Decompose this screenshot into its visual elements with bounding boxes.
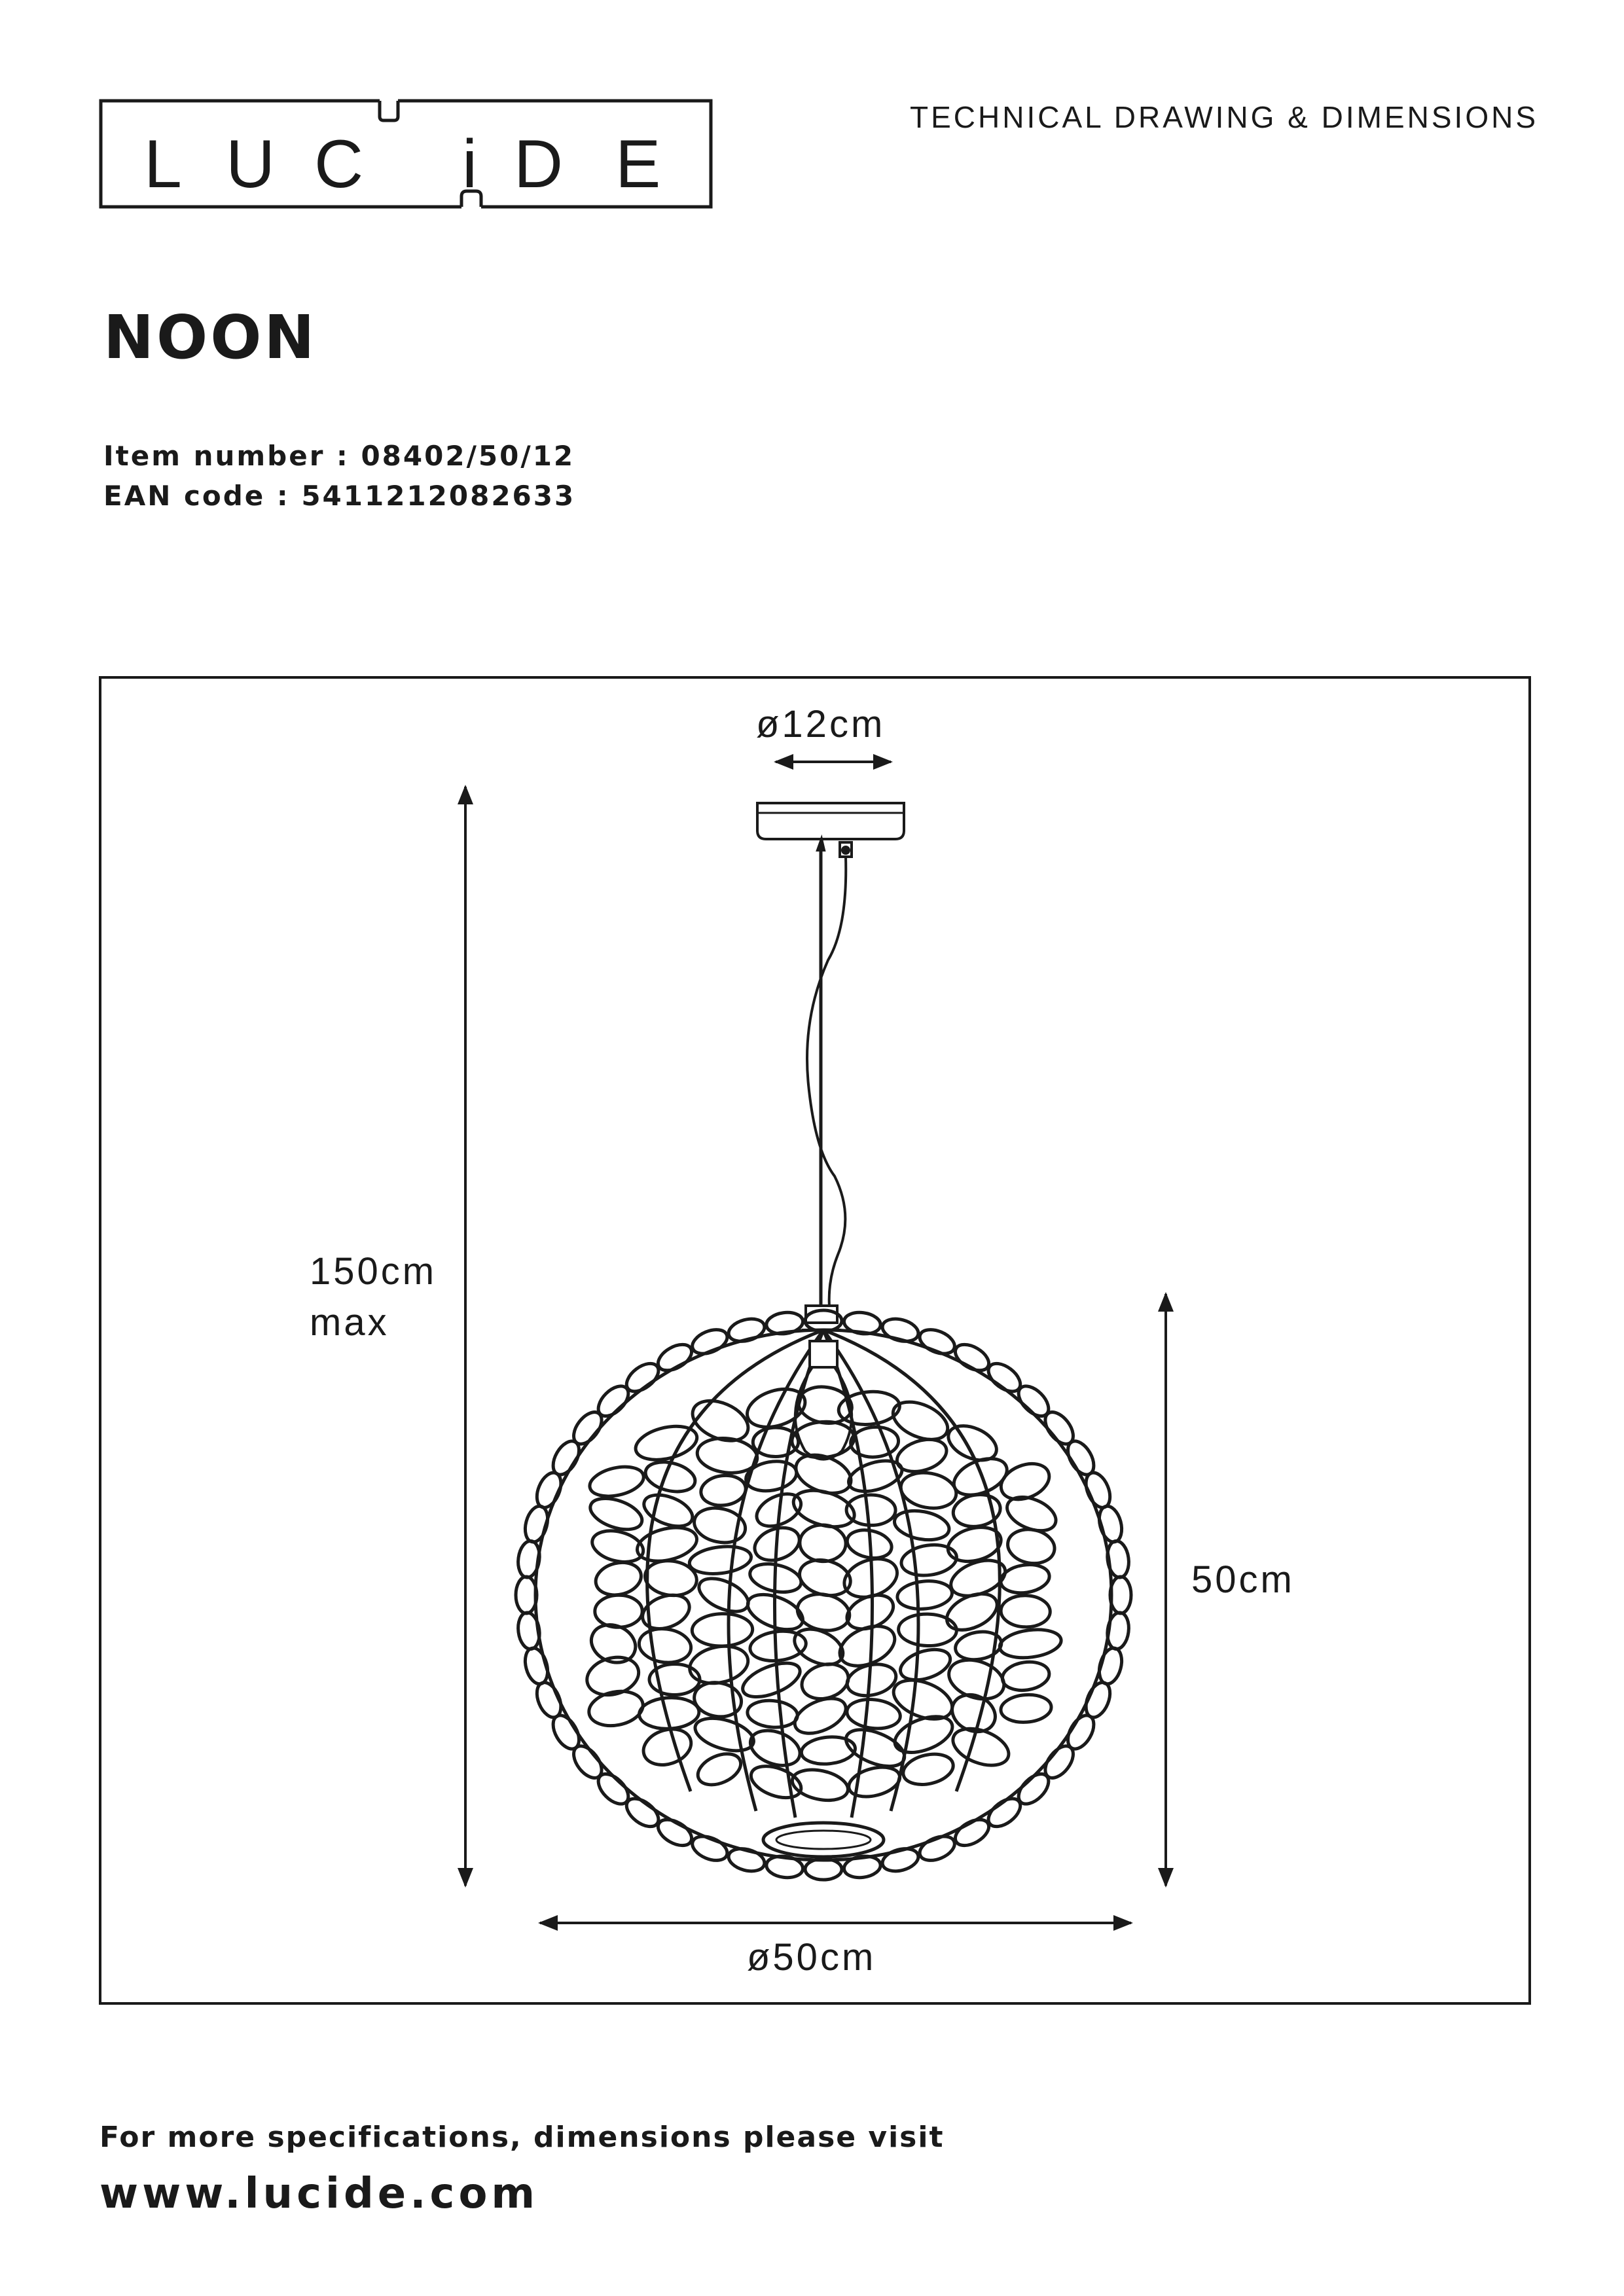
- inner-loop: [892, 1507, 952, 1544]
- footer-note: For more specifications, dimensions please visit: [99, 2121, 945, 2154]
- item-number-value: 08402/50/12: [361, 440, 575, 472]
- inner-loop: [946, 1688, 1001, 1738]
- website-link[interactable]: www.lucide.com: [99, 2170, 539, 2218]
- outer-loop: [689, 1325, 731, 1358]
- brand-logo: [98, 98, 713, 209]
- bottom-ring: [763, 1823, 884, 1857]
- inner-loop: [632, 1421, 700, 1465]
- outer-loop: [916, 1325, 958, 1358]
- inner-loop: [948, 1721, 1014, 1772]
- inner-loop: [693, 1748, 746, 1791]
- inner-loop: [899, 1541, 959, 1579]
- inner-loop: [691, 1712, 757, 1757]
- inner-loop: [998, 1626, 1063, 1661]
- height-note-label: max: [310, 1301, 389, 1344]
- height-label: 150cm: [310, 1250, 437, 1293]
- inner-loop: [595, 1595, 643, 1628]
- inner-loop: [699, 1473, 748, 1508]
- inner-loop: [592, 1558, 644, 1600]
- outer-loop: [880, 1845, 920, 1874]
- inner-loop: [789, 1765, 851, 1805]
- inner-loop: [637, 1626, 693, 1666]
- inner-loop: [586, 1492, 646, 1535]
- outer-loop: [880, 1316, 920, 1345]
- inner-loop: [798, 1659, 853, 1704]
- outer-loop: [726, 1316, 767, 1345]
- outer-loop: [1096, 1503, 1125, 1544]
- inner-loop: [800, 1734, 856, 1766]
- outer-loop: [516, 1577, 537, 1613]
- outer-loop: [522, 1503, 551, 1544]
- shade-decorative-loops: [516, 1310, 1131, 1880]
- inner-loop: [747, 1760, 805, 1804]
- outer-loop: [689, 1832, 731, 1865]
- inner-loop: [1000, 1693, 1052, 1724]
- shade-height-label: 50cm: [1191, 1558, 1295, 1601]
- inner-loop: [1000, 1595, 1051, 1628]
- outer-loop: [916, 1832, 958, 1865]
- inner-loop: [1000, 1659, 1051, 1694]
- inner-loop: [1005, 1526, 1057, 1567]
- document-type-label: TECHNICAL DRAWING & DIMENSIONS: [910, 100, 1538, 134]
- outer-loop: [522, 1645, 551, 1686]
- canopy: [757, 803, 904, 839]
- inner-loop: [744, 1458, 799, 1495]
- logo-letter-e: E: [615, 126, 661, 202]
- inner-loop: [692, 1613, 753, 1647]
- inner-loop: [642, 1458, 698, 1496]
- inner-loop: [999, 1562, 1051, 1596]
- inner-loop: [799, 1524, 847, 1562]
- logo-letter-i: i: [462, 126, 478, 202]
- ean-code-value: 5411212082633: [301, 480, 576, 512]
- technical-drawing-frame: [99, 676, 1531, 2005]
- inner-loop: [694, 1571, 753, 1618]
- inner-loop: [639, 1723, 696, 1771]
- outer-loop: [532, 1679, 566, 1721]
- outer-loop: [726, 1845, 767, 1874]
- shade-diameter-label: ø50cm: [747, 1936, 876, 1979]
- outer-loop: [1110, 1577, 1131, 1613]
- logo-letter-u: U: [226, 126, 276, 202]
- inner-loop: [896, 1579, 953, 1611]
- outer-loop: [1081, 1469, 1115, 1511]
- product-name: NOON: [103, 302, 317, 372]
- item-number-label: Item number :: [103, 440, 350, 472]
- inner-loop: [900, 1749, 956, 1789]
- ean-code-line: [103, 480, 575, 512]
- inner-loop: [898, 1469, 959, 1513]
- inner-loop: [640, 1489, 696, 1533]
- item-number-line: [103, 440, 575, 472]
- inner-loop: [944, 1653, 1009, 1706]
- inner-loop: [746, 1698, 799, 1729]
- inner-loop: [794, 1590, 852, 1635]
- inner-loop: [587, 1462, 647, 1501]
- power-cable: [807, 857, 846, 1323]
- inner-loop: [789, 1691, 851, 1740]
- inner-loop: [688, 1543, 753, 1577]
- ean-code-label: EAN code :: [103, 480, 290, 512]
- inner-loop: [846, 1696, 902, 1731]
- canopy-diameter-label: ø12cm: [756, 703, 886, 745]
- outer-loop: [805, 1859, 842, 1880]
- outer-loop: [1096, 1645, 1125, 1686]
- inner-loop: [746, 1724, 805, 1772]
- logo-letter-l: L: [144, 126, 182, 202]
- logo-letter-c: C: [314, 126, 364, 202]
- logo-letter-d: D: [514, 126, 564, 202]
